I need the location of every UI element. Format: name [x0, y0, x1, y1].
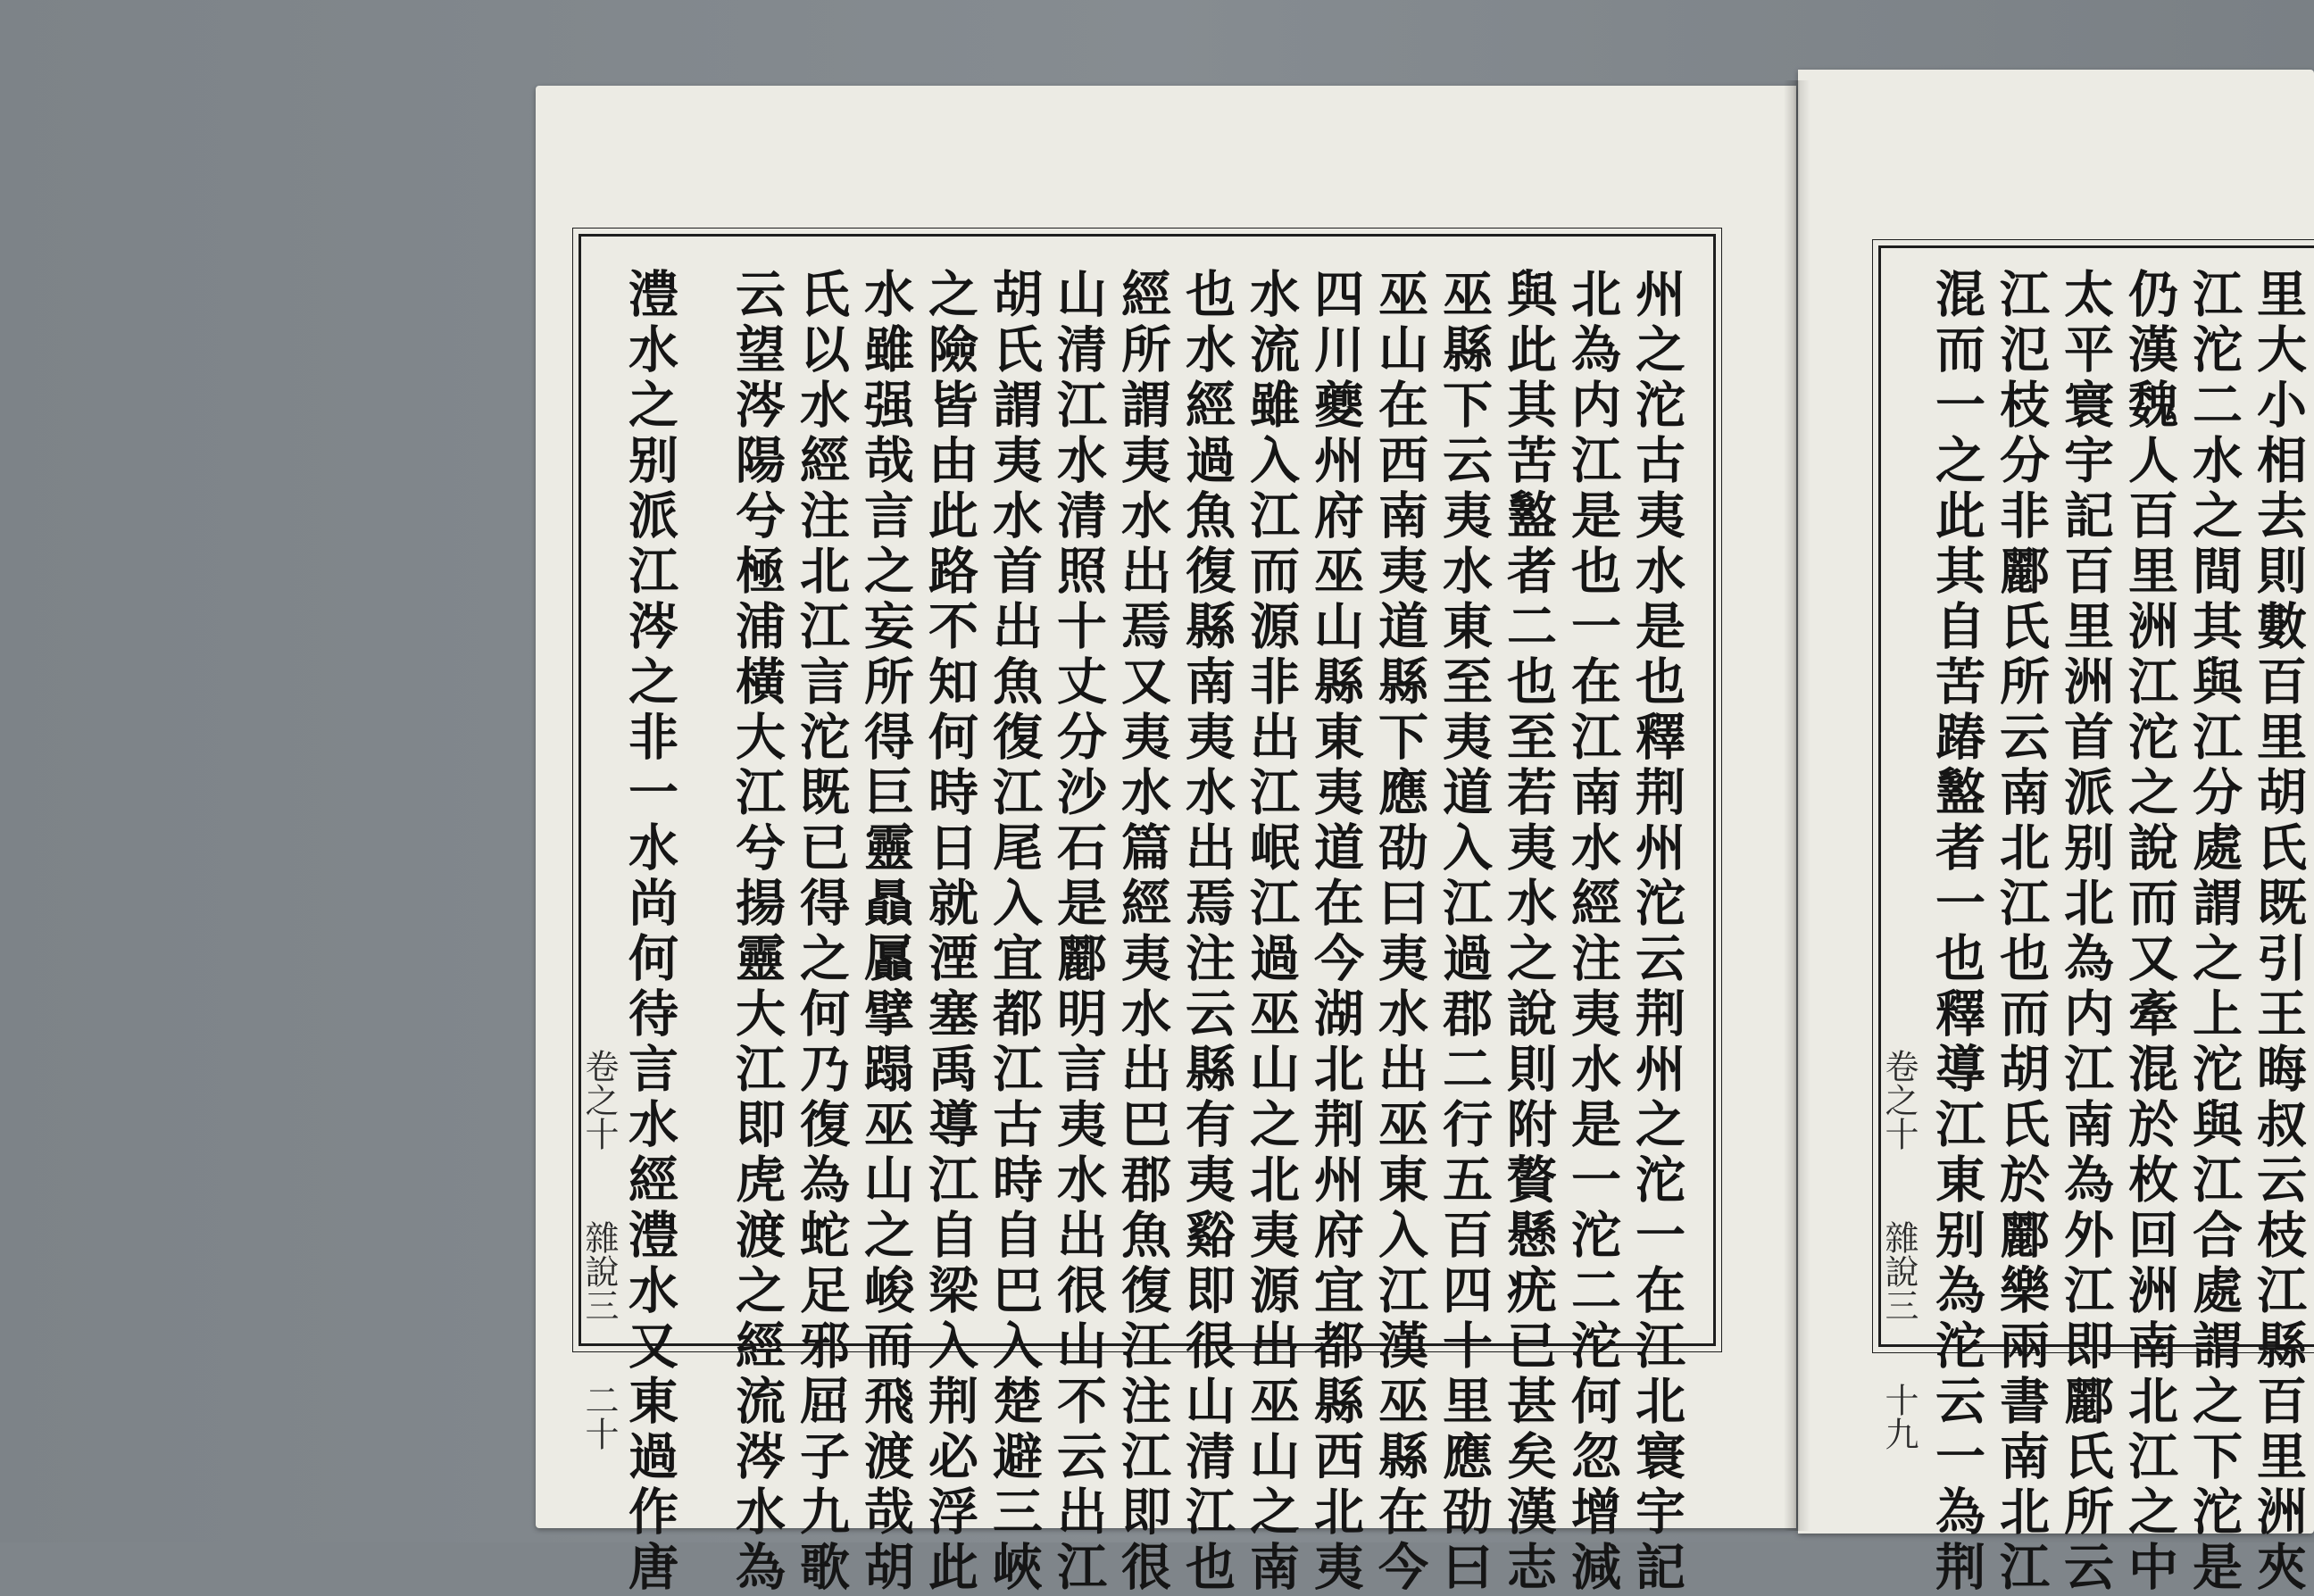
left-text-column: 也水經過魚復縣南夷水出焉注云縣有夷谿即很山清江也	[1178, 268, 1236, 1596]
left-text-column: 巫山在西南夷道縣下應劭曰夷水出巫東入江漢巫縣在今	[1370, 268, 1429, 1596]
left-page-margin-label	[575, 1049, 624, 1451]
right-text-column: 江沱二水之間其與江分處謂之上沱與江合處謂之下沱是	[2185, 268, 2243, 1596]
left-text-column: 州之沱古夷水是也釋荆州沱云荆州之沱一在江北寰宇記	[1627, 268, 1686, 1596]
right-text-column: 太平寰宇記百里洲首派别北為内江南為外江即酈氏所云	[2056, 268, 2115, 1596]
left-text-column: 氏以水經注北江言沱既已得之何乃復為蛇足邪屈子九歌	[792, 268, 851, 1596]
left-text-column: 澧水之别派江涔之非一水尚何待言水經澧水又東過作唐	[620, 268, 679, 1596]
left-text-column: 山清江水清照十丈分沙石是酈明言夷水出很山不云出江	[1049, 268, 1108, 1596]
right-text-column: 混而一之此其自苦踳盭者一也釋導江東别為沱云一為荆	[1927, 268, 1986, 1596]
left-text-column: 與此其苦盭者二也至若夷水之說則附贅懸疣已甚矣漢志	[1499, 268, 1558, 1596]
volume-label: 卷之十	[579, 1049, 619, 1151]
left-text-column: 北為内江是也一在江南水經注夷水是一沱二沱何忽增減	[1563, 268, 1622, 1596]
section-label: 雜說三	[1879, 1220, 1919, 1322]
left-text-column: 云望涔陽兮極浦橫大江兮揚靈大江即虎渡之經流涔水為	[728, 268, 787, 1596]
left-text-column: 水雖强哉言之妄所得巨靈贔屭擘蹋巫山之峻而飛渡哉胡	[856, 268, 915, 1596]
left-text-column: 水流雖入江而源非出江岷江過巫山之北夷源出巫山之南	[1242, 268, 1301, 1596]
right-text-column: 里大小相去則數百里胡氏既引王晦叔云枝江縣百里洲夾	[2249, 268, 2308, 1596]
section-label: 雜說三	[579, 1220, 619, 1322]
left-text-column: 經所謂夷水出焉又夷水篇經夷水出巴郡魚復江注江即很	[1113, 268, 1172, 1596]
right-text-column: 仍漢魏人百里洲江沱之說而又牽混於枚回洲南北江之中	[2120, 268, 2179, 1596]
page-number: 二十	[579, 1383, 619, 1451]
left-text-column: 巫縣下云夷水東至夷道入江過郡二行五百四十里應劭曰	[1435, 268, 1494, 1596]
book-gutter	[1784, 80, 1810, 1531]
left-text-column: 四川夔州府巫山縣東夷道在今湖北荆州府宜都縣西北夷	[1306, 268, 1365, 1596]
left-text-column: 胡氏謂夷水首出魚復江尾入宜都江古時自巴入楚避三峽	[985, 268, 1044, 1596]
right-page-margin-label	[1875, 1049, 1924, 1451]
left-text-column: 之險皆由此路不知何時日就湮塞禹導江自梁入荆必浮此	[920, 268, 979, 1596]
page-number: 十九	[1879, 1383, 1919, 1451]
volume-label: 卷之十	[1879, 1049, 1919, 1151]
right-text-column: 江氾枝分非酈氏所云南北江也而胡氏於酈樂兩書南北江	[1992, 268, 2051, 1596]
